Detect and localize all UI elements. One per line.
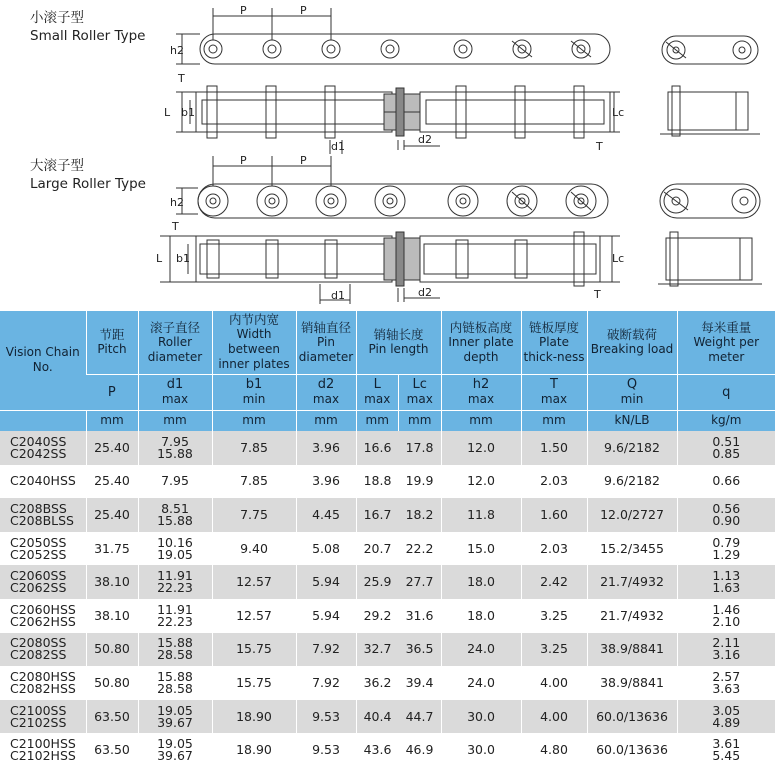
plate-thickness-cell: 1.50 — [521, 431, 587, 465]
table-row — [0, 633, 775, 667]
dim-p-label-1: P — [240, 4, 247, 17]
header-pin-length: 销轴长度 Pin length — [356, 311, 441, 374]
width-cell: 7.85 — [212, 465, 296, 499]
pin-length-cell: 18.8 19.9 — [356, 465, 441, 499]
dim-d1-label-large: d1 — [331, 289, 345, 302]
chain-no-cell: C2060SS C2062SS — [0, 565, 86, 599]
roller-diameter-cell: 8.51 15.88 — [138, 498, 212, 532]
pin-length-cell: 36.2 39.4 — [356, 666, 441, 700]
roller-diameter-cell: 15.88 28.58 — [138, 666, 212, 700]
dim-l-label-small: L — [164, 106, 171, 119]
pin-diameter-cell: 3.96 — [296, 431, 356, 465]
weight-cell: 3.05 4.89 — [677, 700, 775, 734]
unit-b1: mm — [212, 410, 296, 431]
symbol-t: T max — [521, 374, 587, 410]
table-row — [0, 733, 775, 765]
dim-d1-label-small: d1 — [331, 140, 345, 153]
symbol-d2: d2 max — [296, 374, 356, 410]
dim-h2-label-large: h2 — [170, 196, 184, 209]
dim-l-label-large: L — [156, 252, 163, 265]
unit-chain-no — [0, 410, 86, 431]
chain-no-cell: C2050SS C2052SS — [0, 532, 86, 566]
plate-thickness-cell: 4.00 — [521, 666, 587, 700]
unit-d1: mm — [138, 410, 212, 431]
dim-b1-label-large: b1 — [176, 252, 190, 265]
roller-diameter-cell: 7.95 — [138, 465, 212, 499]
weight-cell: 2.57 3.63 — [677, 666, 775, 700]
plate-thickness-cell: 3.25 — [521, 633, 587, 667]
plate-depth-cell: 11.8 — [441, 498, 521, 532]
pin-diameter-cell: 7.92 — [296, 666, 356, 700]
dim-t-label-large: T — [172, 220, 179, 233]
plate-depth-cell: 15.0 — [441, 532, 521, 566]
plate-depth-cell: 18.0 — [441, 599, 521, 633]
symbol-l-lc: L max Lc max — [356, 374, 441, 410]
dim-d2-label-large: d2 — [418, 286, 432, 299]
small-roller-label-cn: 小滚子型 — [30, 10, 84, 26]
plate-thickness-cell: 4.80 — [521, 733, 587, 765]
chain-no-cell: C2080HSS C2082HSS — [0, 666, 86, 700]
table-row — [0, 599, 775, 633]
small-chain-end-view — [660, 36, 760, 136]
pin-diameter-cell: 5.94 — [296, 599, 356, 633]
chain-technical-drawing — [0, 0, 775, 310]
small-roller-label-en: Small Roller Type — [30, 28, 146, 44]
chain-no-cell: C2100HSS C2102HSS — [0, 733, 86, 765]
symbol-h2: h2 max — [441, 374, 521, 410]
unit-t: mm — [521, 410, 587, 431]
weight-cell: 0.66 — [677, 465, 775, 499]
pin-length-cell: 40.4 44.7 — [356, 700, 441, 734]
breaking-load-cell: 9.6/2182 — [587, 465, 677, 499]
breaking-load-cell: 21.7/4932 — [587, 565, 677, 599]
table-row — [0, 700, 775, 734]
weight-cell: 3.61 5.45 — [677, 733, 775, 765]
breaking-load-cell: 38.9/8841 — [587, 633, 677, 667]
pitch-cell: 25.40 — [86, 465, 138, 499]
table-header-row — [0, 311, 775, 374]
pitch-cell: 25.40 — [86, 431, 138, 465]
plate-depth-cell: 24.0 — [441, 666, 521, 700]
dim-lc-label-small: Lc — [612, 106, 625, 119]
plate-thickness-cell: 2.03 — [521, 532, 587, 566]
pitch-cell: 63.50 — [86, 733, 138, 765]
weight-cell: 0.79 1.29 — [677, 532, 775, 566]
roller-diameter-cell: 7.95 15.88 — [138, 431, 212, 465]
pitch-cell: 38.10 — [86, 599, 138, 633]
pin-length-cell: 16.6 17.8 — [356, 431, 441, 465]
pin-diameter-cell: 3.96 — [296, 465, 356, 499]
pin-diameter-cell: 5.08 — [296, 532, 356, 566]
plate-thickness-cell: 3.25 — [521, 599, 587, 633]
pin-diameter-cell: 5.94 — [296, 565, 356, 599]
header-pin-diameter: 销轴直径 Pin diameter — [296, 311, 356, 374]
large-chain-end-view — [658, 184, 762, 286]
width-cell: 7.75 — [212, 498, 296, 532]
width-cell: 7.85 — [212, 431, 296, 465]
weight-cell: 0.56 0.90 — [677, 498, 775, 532]
plate-thickness-cell: 2.42 — [521, 565, 587, 599]
table-row — [0, 431, 775, 465]
width-cell: 18.90 — [212, 700, 296, 734]
plate-thickness-cell: 2.03 — [521, 465, 587, 499]
plate-depth-cell: 18.0 — [441, 565, 521, 599]
pin-length-cell: 29.2 31.6 — [356, 599, 441, 633]
header-weight-per-meter: 每米重量 Weight per meter — [677, 311, 775, 374]
roller-diameter-cell: 19.05 39.67 — [138, 700, 212, 734]
chain-no-cell: C2080SS C2082SS — [0, 633, 86, 667]
unit-p: mm — [86, 410, 138, 431]
unit-l-lc: mm mm — [356, 410, 441, 431]
dim-p-label-3: P — [240, 154, 247, 167]
plate-depth-cell: 12.0 — [441, 431, 521, 465]
dim-p-label-4: P — [300, 154, 307, 167]
pitch-cell: 50.80 — [86, 666, 138, 700]
header-inner-plate-depth: 内链板高度 Inner plate depth — [441, 311, 521, 374]
small-chain-plan-view — [176, 86, 620, 154]
roller-diameter-cell: 11.91 22.23 — [138, 599, 212, 633]
roller-diameter-cell: 11.91 22.23 — [138, 565, 212, 599]
table-row — [0, 565, 775, 599]
weight-cell: 2.11 3.16 — [677, 633, 775, 667]
dim-h2-label-small: h2 — [170, 44, 184, 57]
width-cell: 15.75 — [212, 633, 296, 667]
pin-diameter-cell: 7.92 — [296, 633, 356, 667]
pitch-cell: 25.40 — [86, 498, 138, 532]
breaking-load-cell: 12.0/2727 — [587, 498, 677, 532]
plate-thickness-cell: 4.00 — [521, 700, 587, 734]
pin-length-cell: 20.7 22.2 — [356, 532, 441, 566]
chain-no-cell: C208BSS C208BLSS — [0, 498, 86, 532]
pin-length-cell: 32.7 36.5 — [356, 633, 441, 667]
chain-spec-table — [0, 311, 775, 765]
unit-q-weight: kg/m — [677, 410, 775, 431]
unit-h2: mm — [441, 410, 521, 431]
header-width-between-inner-plates: 内节内宽 Width between inner plates — [212, 311, 296, 374]
plate-depth-cell: 24.0 — [441, 633, 521, 667]
dim-t-label-small: T — [178, 72, 185, 85]
large-roller-label-cn: 大滚子型 — [30, 158, 84, 174]
plate-depth-cell: 30.0 — [441, 700, 521, 734]
pitch-cell: 63.50 — [86, 700, 138, 734]
dim-p-label-2: P — [300, 4, 307, 17]
roller-diameter-cell: 19.05 39.67 — [138, 733, 212, 765]
roller-diameter-cell: 10.16 19.05 — [138, 532, 212, 566]
table-body — [0, 431, 775, 765]
pin-length-cell: 25.9 27.7 — [356, 565, 441, 599]
chain-no-cell: C2060HSS C2062HSS — [0, 599, 86, 633]
symbol-d1: d1 max — [138, 374, 212, 410]
large-roller-circles — [198, 186, 596, 216]
chain-drawing-area — [0, 0, 775, 310]
breaking-load-cell: 15.2/3455 — [587, 532, 677, 566]
large-chain-plan-view — [160, 232, 620, 304]
pin-diameter-cell: 9.53 — [296, 733, 356, 765]
table-row — [0, 532, 775, 566]
table-row — [0, 498, 775, 532]
header-pitch: 节距 Pitch — [86, 311, 138, 374]
dim-lc-label-large: Lc — [612, 252, 625, 265]
chain-no-cell: C2040HSS — [0, 465, 86, 499]
pitch-cell: 38.10 — [86, 565, 138, 599]
unit-d2: mm — [296, 410, 356, 431]
symbol-q-load: Q min — [587, 374, 677, 410]
header-plate-thickness: 链板厚度 Plate thick-ness — [521, 311, 587, 374]
breaking-load-cell: 38.9/8841 — [587, 666, 677, 700]
roller-diameter-cell: 15.88 28.58 — [138, 633, 212, 667]
symbol-q-weight: q — [677, 374, 775, 410]
small-roller-circles — [204, 40, 590, 58]
unit-q-load: kN/LB — [587, 410, 677, 431]
table-symbol-row — [0, 374, 775, 410]
plate-thickness-cell: 1.60 — [521, 498, 587, 532]
chain-no-cell: C2040SS C2042SS — [0, 431, 86, 465]
width-cell: 12.57 — [212, 599, 296, 633]
table-unit-row — [0, 410, 775, 431]
table-row — [0, 666, 775, 700]
table-row — [0, 465, 775, 499]
plate-depth-cell: 12.0 — [441, 465, 521, 499]
breaking-load-cell: 60.0/13636 — [587, 733, 677, 765]
dim-d2-label-small: d2 — [418, 133, 432, 146]
large-roller-label-en: Large Roller Type — [30, 176, 146, 192]
dim-t-label-large-2: T — [594, 288, 601, 301]
dim-t-label-small-2: T — [596, 140, 603, 153]
symbol-b1: b1 min — [212, 374, 296, 410]
breaking-load-cell: 9.6/2182 — [587, 431, 677, 465]
pin-length-cell: 43.6 46.9 — [356, 733, 441, 765]
breaking-load-cell: 60.0/13636 — [587, 700, 677, 734]
symbol-p: P — [86, 374, 138, 410]
chain-no-cell: C2100SS C2102SS — [0, 700, 86, 734]
pin-length-cell: 16.7 18.2 — [356, 498, 441, 532]
weight-cell: 1.13 1.63 — [677, 565, 775, 599]
header-roller-diameter: 滚子直径 Roller diameter — [138, 311, 212, 374]
pin-diameter-cell: 9.53 — [296, 700, 356, 734]
width-cell: 12.57 — [212, 565, 296, 599]
weight-cell: 0.51 0.85 — [677, 431, 775, 465]
pitch-cell: 31.75 — [86, 532, 138, 566]
weight-cell: 1.46 2.10 — [677, 599, 775, 633]
pitch-cell: 50.80 — [86, 633, 138, 667]
dim-b1-label-small: b1 — [181, 106, 195, 119]
pin-diameter-cell: 4.45 — [296, 498, 356, 532]
width-cell: 15.75 — [212, 666, 296, 700]
breaking-load-cell: 21.7/4932 — [587, 599, 677, 633]
plate-depth-cell: 30.0 — [441, 733, 521, 765]
width-cell: 9.40 — [212, 532, 296, 566]
header-breaking-load: 破断载荷 Breaking load — [587, 311, 677, 374]
width-cell: 18.90 — [212, 733, 296, 765]
header-chain-no: Vision Chain No. — [0, 311, 86, 410]
